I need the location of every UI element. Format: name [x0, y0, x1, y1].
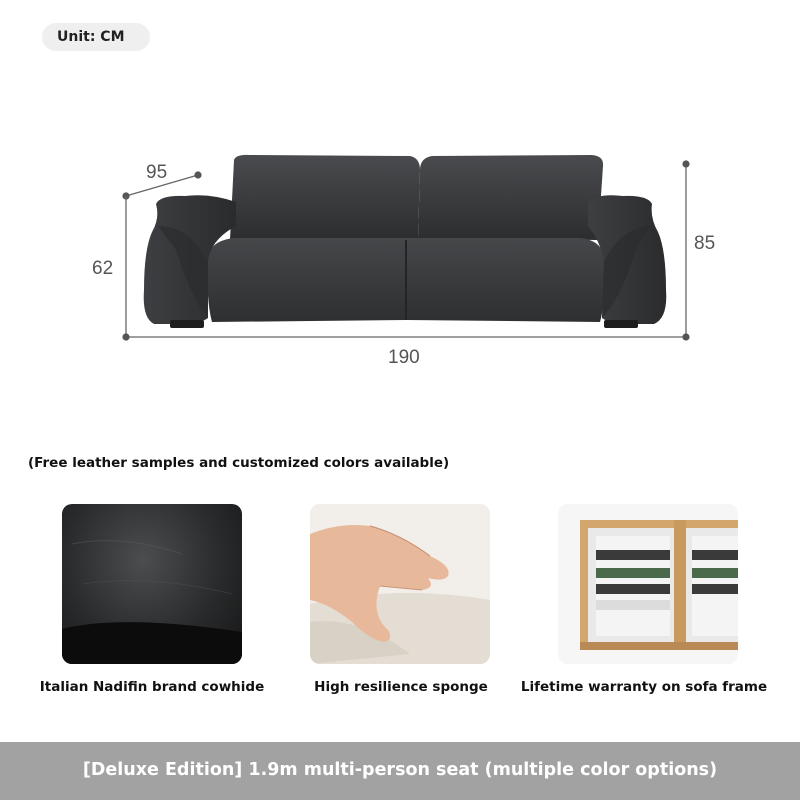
sofa-image	[144, 155, 667, 328]
unit-badge: Unit: CM	[42, 23, 150, 51]
sofa-frame-image	[558, 504, 738, 664]
seat-height-label: 62	[92, 258, 114, 279]
samples-notice: (Free leather samples and customized colors available)	[28, 455, 450, 471]
sponge-image	[310, 504, 490, 664]
width-label: 190	[388, 347, 420, 368]
total-height-label: 85	[694, 233, 716, 254]
leather-swatch-image	[62, 504, 242, 664]
feature-caption-leather: Italian Nadifin brand cowhide	[39, 679, 265, 695]
feature-caption-sponge: High resilience sponge	[314, 679, 488, 695]
feature-caption-frame: Lifetime warranty on sofa frame	[520, 679, 768, 695]
product-title-banner: [Deluxe Edition] 1.9m multi-person seat (multiple color options)	[0, 742, 800, 800]
depth-label: 95	[146, 162, 168, 183]
